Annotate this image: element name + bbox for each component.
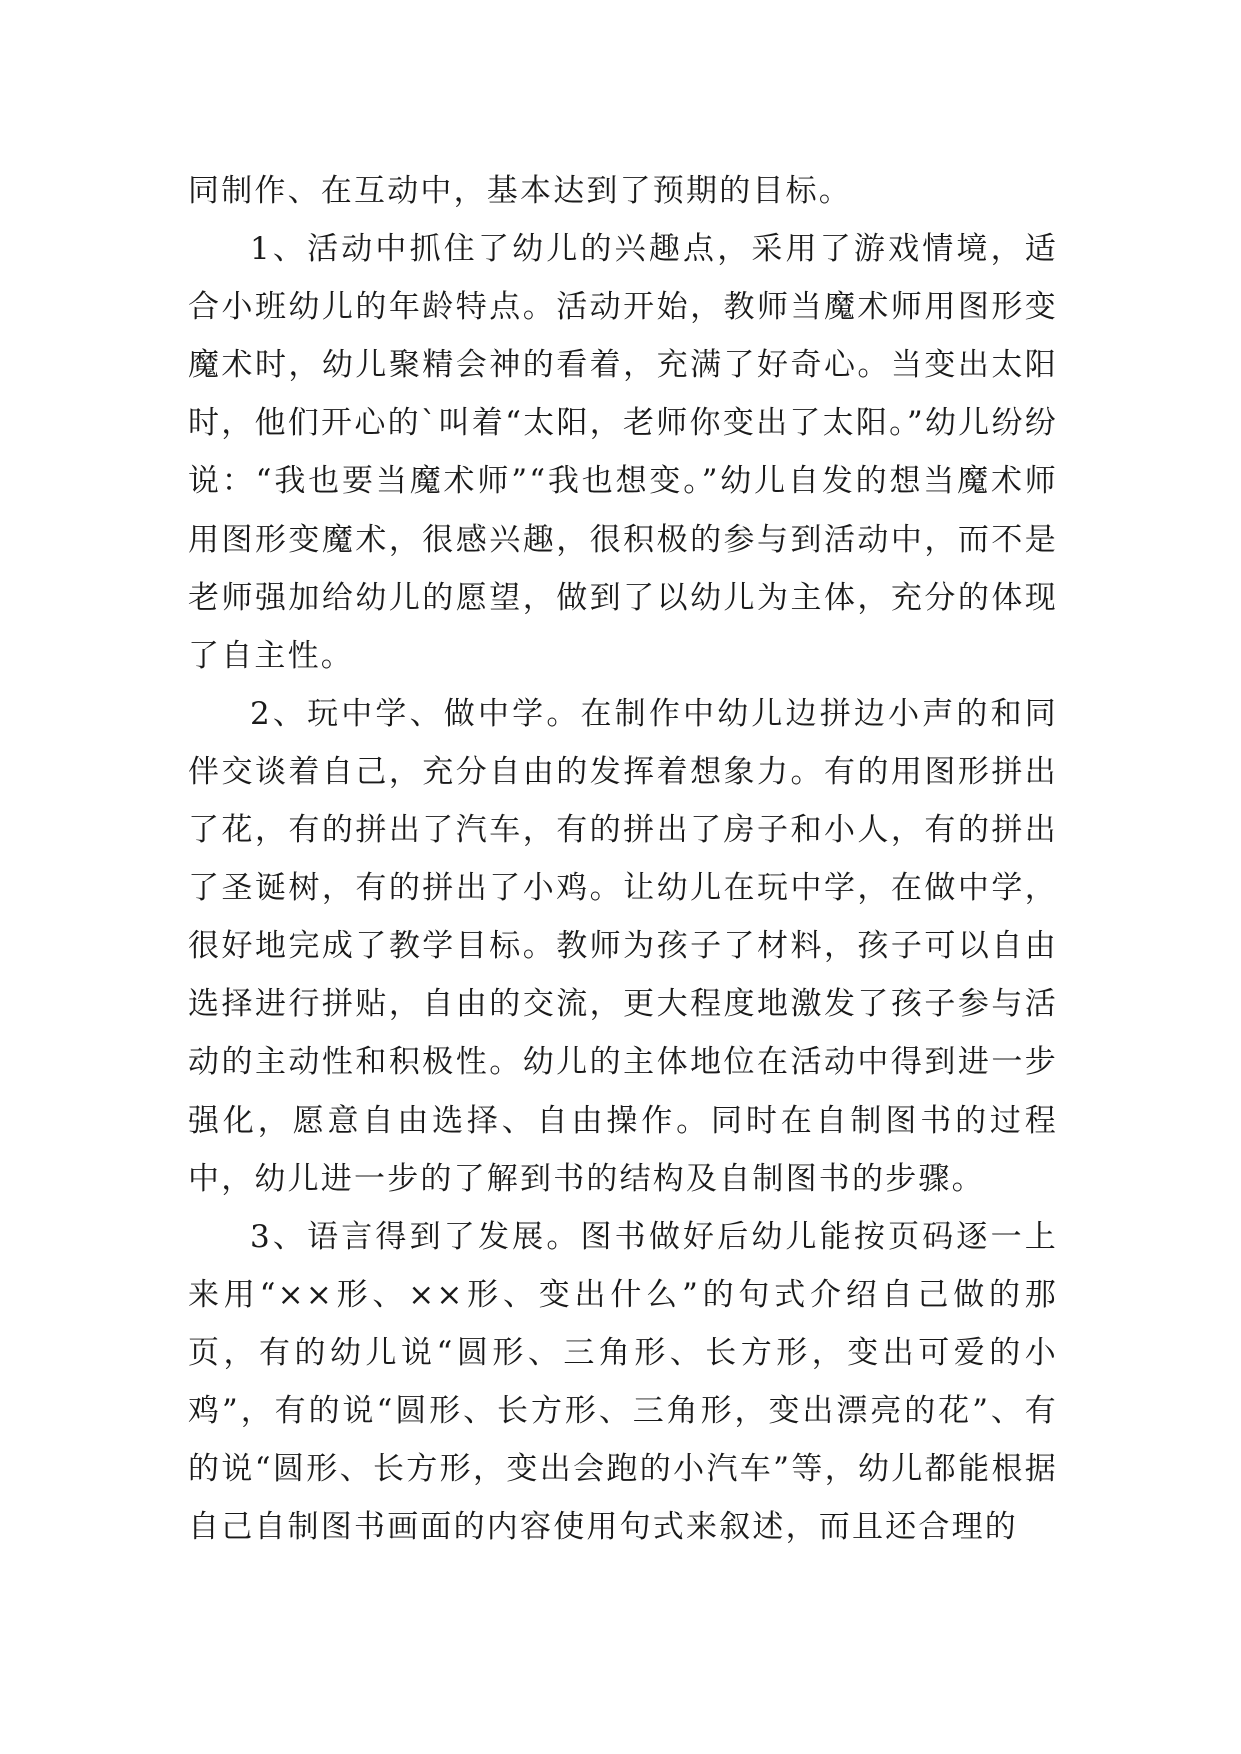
- body-text: [188, 162, 1058, 1556]
- paragraph-point-3: 3、语言得到了发展。图书做好后幼儿能按页码逐一上来用“××形、××形、变出什么”的句式介绍自己做的那页，有的幼儿说“圆形、三角形、长方形，变出可爱的小鸡”，有的说“圆形、长方形、三角形，变出漂亮的花”、有的说“圆形、长方形，变出会跑的小汽车”等，幼儿都能根据自己自制图书画面的内容使用句式来叙述，而且还合理的: [188, 1218, 1058, 1546]
- paragraph-continuation: 同制作、在互动中，基本达到了预期的目标。: [188, 173, 852, 209]
- paragraph-point-2: 2、玩中学、做中学。在制作中幼儿边拼边小声的和同伴交谈着自己，充分自由的发挥着想象力。有的用图形拼出了花，有的拼出了汽车，有的拼出了房子和小人，有的拼出了圣诞树，有的拼出了小鸡。让幼儿在玩中学，在做中学，很好地完成了教学目标。教师为孩子了材料，孩子可以自由选择进行拼贴，自由的交流，更大程度地激发了孩子参与活动的主动性和积极性。幼儿的主体地位在活动中得到进一步强化，愿意自由选择、自由操作。同时在自制图书的过程中，幼儿进一步的了解到书的结构及自制图书的步骤。: [188, 695, 1058, 1197]
- paragraph-point-1: 1、活动中抓住了幼儿的兴趣点，采用了游戏情境，适合小班幼儿的年龄特点。活动开始，教师当魔术师用图形变魔术时，幼儿聚精会神的看着，充满了好奇心。当变出太阳时，他们开心的`叫着“太阳，老师你变出了太阳。”幼儿纷纷说：“我也要当魔术师”“我也想变。”幼儿自发的想当魔术师用图形变魔术，很感兴趣，很积极的参与到活动中，而不是老师强加给幼儿的愿望，做到了以幼儿为主体，充分的体现了自主性。: [188, 231, 1058, 674]
